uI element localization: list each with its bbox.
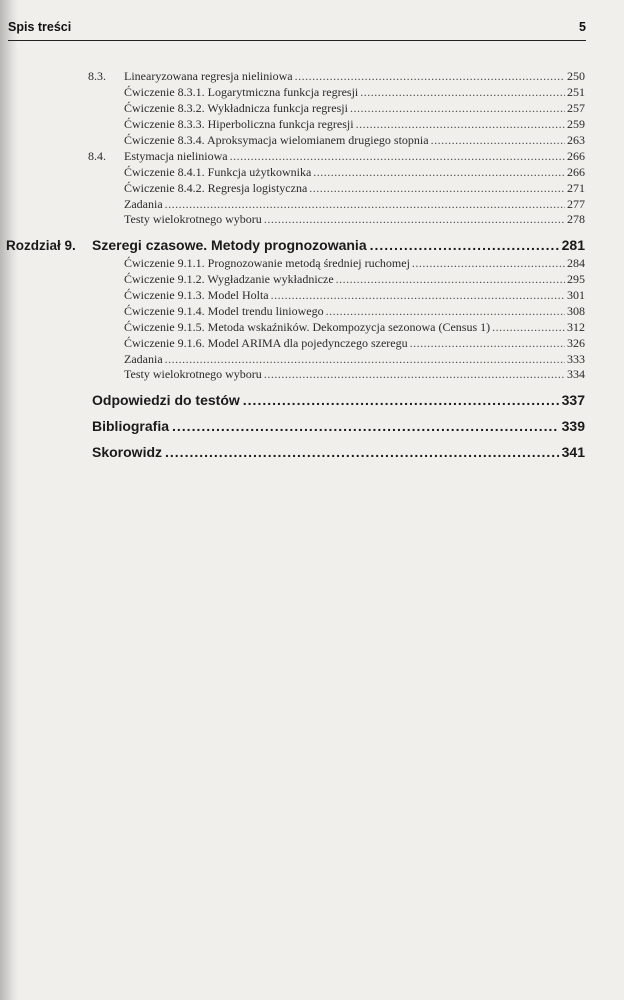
entry-page: 334 (567, 367, 585, 381)
toc-back-matter-index[interactable] (92, 444, 585, 460)
leader-dots (492, 320, 565, 334)
header-title: Spis treści (8, 20, 72, 34)
entry-page: 333 (567, 352, 585, 366)
entry-page: 308 (567, 304, 585, 318)
leader-dots (165, 352, 565, 366)
leader-dots (271, 288, 565, 302)
entry-page: 339 (561, 418, 585, 434)
leader-dots (313, 165, 565, 179)
running-header (8, 18, 586, 41)
entry-title: Ćwiczenie 8.3.4. Aproksymacja wielomianem drugiego stopnia (124, 133, 429, 147)
entry-title: Ćwiczenie 8.3.3. Hiperboliczna funkcja regresji (124, 117, 354, 131)
entry-page: 266 (567, 165, 585, 179)
entry-title: Testy wielokrotnego wyboru (124, 367, 262, 381)
toc-back-matter-answers[interactable] (92, 392, 585, 408)
leader-dots (412, 256, 565, 270)
entry-title: Ćwiczenie 9.1.5. Metoda wskaźników. Dekompozycja sezonowa (Census 1) (124, 320, 491, 334)
entry-page: 257 (567, 101, 585, 115)
section-number: 8.3. (88, 69, 106, 83)
toc-entry[interactable] (124, 336, 585, 350)
leader-dots (326, 304, 565, 318)
toc-entry[interactable] (124, 85, 585, 99)
toc-entry[interactable] (124, 133, 585, 147)
entry-title: Ćwiczenie 9.1.6. Model ARIMA dla pojedynczego szeregu (124, 336, 408, 350)
leader-dots (431, 133, 565, 147)
entry-page: 251 (567, 85, 585, 99)
toc-entry[interactable] (124, 165, 585, 179)
entry-page: 341 (561, 444, 585, 460)
entry-title: Odpowiedzi do testów (92, 392, 240, 408)
entry-title: Ćwiczenie 8.4.1. Funkcja użytkownika (124, 165, 312, 179)
chapter-heading[interactable] (92, 237, 585, 253)
entry-title: Skorowidz (92, 444, 163, 460)
chapter-page: 281 (561, 237, 585, 253)
leader-dots (230, 149, 565, 163)
leader-dots (370, 237, 559, 253)
toc-entry[interactable] (88, 69, 585, 83)
toc-entry[interactable] (124, 181, 585, 195)
leader-dots (336, 272, 565, 286)
entry-title: Ćwiczenie 9.1.1. Prognozowanie metodą średniej ruchomej (124, 256, 410, 270)
entry-page: 301 (567, 288, 585, 302)
toc-entry[interactable] (124, 101, 585, 115)
toc-entry[interactable] (124, 117, 585, 131)
entry-title: Ćwiczenie 9.1.2. Wygładzanie wykładnicze (124, 272, 334, 286)
toc-entry[interactable] (124, 212, 585, 226)
entry-title: Testy wielokrotnego wyboru (124, 212, 262, 226)
leader-dots (172, 418, 559, 434)
section-number: 8.4. (88, 149, 106, 163)
entry-page: 259 (567, 117, 585, 131)
entry-page: 277 (567, 197, 585, 211)
toc-entry[interactable] (88, 149, 585, 163)
leader-dots (243, 392, 559, 408)
toc-entry[interactable] (124, 304, 585, 318)
leader-dots (360, 85, 565, 99)
leader-dots (165, 197, 565, 211)
entry-page: 295 (567, 272, 585, 286)
toc-entry[interactable] (124, 288, 585, 302)
entry-title: Ćwiczenie 8.4.2. Regresja logistyczna (124, 181, 308, 195)
entry-title: Bibliografia (92, 418, 170, 434)
entry-title: Zadania (124, 352, 163, 366)
entry-title: Ćwiczenie 9.1.3. Model Holta (124, 288, 269, 302)
entry-title: Estymacja nieliniowa (124, 149, 228, 163)
toc-entry[interactable] (124, 197, 585, 211)
entry-title: Ćwiczenie 8.3.1. Logarytmiczna funkcja regresji (124, 85, 359, 99)
entry-page: 250 (567, 69, 585, 83)
entry-page: 284 (567, 256, 585, 270)
entry-page: 278 (567, 212, 585, 226)
leader-dots (356, 117, 565, 131)
leader-dots (350, 101, 565, 115)
entry-title: Linearyzowana regresja nieliniowa (124, 69, 293, 83)
toc-entry[interactable] (124, 256, 585, 270)
chapter-title: Szeregi czasowe. Metody prognozowania (92, 237, 367, 253)
leader-dots (264, 367, 565, 381)
entry-page: 312 (567, 320, 585, 334)
entry-page: 337 (561, 392, 585, 408)
toc-back-matter-bibliography[interactable] (92, 418, 585, 434)
entry-title: Ćwiczenie 9.1.4. Model trendu liniowego (124, 304, 324, 318)
toc-entry[interactable] (124, 320, 585, 334)
entry-title: Ćwiczenie 8.3.2. Wykładnicza funkcja regresji (124, 101, 348, 115)
entry-page: 326 (567, 336, 585, 350)
header-page-number: 5 (579, 20, 586, 34)
leader-dots (264, 212, 565, 226)
leader-dots (295, 69, 565, 83)
leader-dots (309, 181, 565, 195)
entry-page: 266 (567, 149, 585, 163)
leader-dots (410, 336, 565, 350)
entry-page: 263 (567, 133, 585, 147)
toc-entry[interactable] (124, 367, 585, 381)
entry-title: Zadania (124, 197, 163, 211)
toc-entry[interactable] (124, 272, 585, 286)
leader-dots (165, 444, 559, 460)
toc-entry[interactable] (124, 352, 585, 366)
page-binding-shadow (0, 0, 18, 1000)
entry-page: 271 (567, 181, 585, 195)
chapter-label: Rozdział 9. (6, 238, 76, 253)
